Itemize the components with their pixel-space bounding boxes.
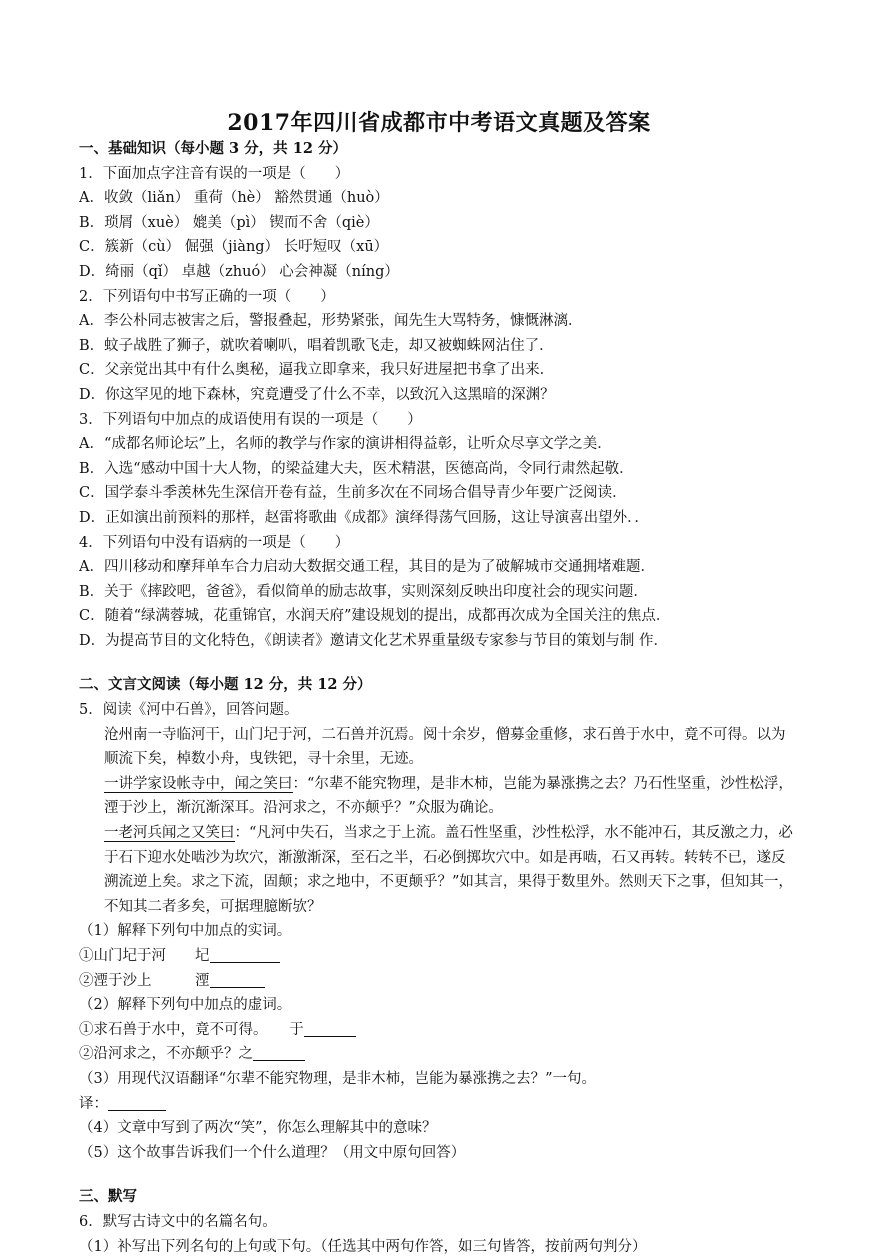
q6-stem: 6．默写古诗文中的名篇名句。 [79,1213,277,1230]
passage-text: 沧州南一寺临河干，山门圮于河，二石兽并沉焉。阅十余岁，僧募金重修，求石兽于水中，竟不可得。以为顺流下矣，棹数小舟，曳铁钯，寻十余里，无迹。 [104,726,786,768]
q5-sub3: （3）用现代汉语翻译“尔辈不能究物理，是非木柿，岂能为暴涨携之去？”一句。 [79,1070,597,1087]
q1-option-c: C．簇新（cù） 倔强（jiàng） 长吁短叹（xū） [79,239,389,256]
underlined-sentence: 一讲学家设帐寺中，闻之笑曰 [104,775,293,792]
answer-blank[interactable] [108,1094,166,1111]
q5-sub2: （2）解释下列句中加点的虚词。 [79,997,292,1014]
q5-sub1b [79,969,799,994]
passage-paragraph-3 [79,821,799,919]
q3-option-b: B．入选“感动中国十大人物，的梁益建大夫，医术精湛，医德高尚，令同行肃然起敬． [79,460,634,477]
passage-text: ：“尔辈不能究物理，是非木柿，岂能为暴涨携之去？乃石性坚重，沙性松浮，湮于沙上，渐沉渐深耳。沿河求之，不亦颠乎？”众服为确论。 [104,775,793,817]
spacer [79,1165,799,1185]
passage-text: ：“凡河中失石，当求之于上流。盖石性坚重，沙性松浮，水不能冲石，其反激之力，必于石下迎水处啮沙为坎穴，渐激渐深，至石之半，石必倒掷坎穴中。如是再啮，石又再转。转转不已，遂反溯流逆上矣。求之下流，固颠；求之地中，不更颠乎？”如其言，果得于数里外。然则天下之事，但知其一，不知其二者多矣，可据理臆断欤？ [104,825,793,915]
answer-blank[interactable] [210,971,265,988]
q2-option-d: D．你这罕见的地下森林，究竟遭受了什么不幸，以致沉入这黑暗的深渊？ [79,386,555,403]
q5-stem: 5．阅读《河中石兽》，回答问题。 [79,702,299,719]
passage-paragraph-2 [79,772,799,821]
answer-blank[interactable] [304,1020,356,1037]
q4-option-c: C．随着“绿满蓉城，花重锦官，水润天府”建设规划的提出，成都再次成为全国关注的焦点． [79,608,671,625]
q1-option-d: D．绮丽（qǐ） 卓越（zhuó） 心会神凝（níng） [79,263,399,280]
q2-option-a: A．李公朴同志被害之后，警报叠起，形势紧张，闻先生大骂特务，慷慨淋漓． [79,313,583,330]
q5-sub2b [79,1042,799,1067]
answer-label: 译： [79,1095,108,1112]
q5-sub2a [79,1018,799,1043]
q3-option-c: C．国学泰斗季羡林先生深信开卷有益，生前多次在不同场合倡导青少年要广泛阅读． [79,485,627,502]
exam-body [79,137,799,1259]
q3-stem: 3．下列语句中加点的成语使用有误的一项是（ ） [79,411,422,428]
answer-blank[interactable] [253,1044,305,1061]
q2-option-b: B．蚊子战胜了狮子，就吹着喇叭，唱着凯歌飞走，却又被蜘蛛网沾住了． [79,337,554,354]
q1-option-a: A．收敛（liǎn） 重荷（hè） 豁然贯通（huò） [79,190,389,207]
underlined-sentence: 一老河兵闻之又笑曰 [104,825,235,842]
passage-paragraph-1 [79,723,799,772]
q2-stem: 2．下列语句中书写正确的一项（ ） [79,288,335,305]
q5-sub1: （1）解释下列句中加点的实词。 [79,923,292,940]
section1-heading: 一、基础知识（每小题 3 分，共 12 分） [79,140,347,157]
section2-heading: 二、文言文阅读（每小题 12 分，共 12 分） [79,676,372,694]
q1-stem: 1．下面加点字注音有误的一项是（ ） [79,165,350,182]
q4-option-a: A．四川移动和摩拜单车合力启动大数据交通工程，其目的是为了破解城市交通拥堵难题． [79,559,655,576]
q5-sub3-answer [79,1092,799,1117]
answer-blank[interactable] [210,946,280,963]
q6-sub1: （1）补写出下列名句的上句或下句。（任选其中两句作答，如三句皆答，按前两句判分） [79,1238,647,1255]
q1-option-b: B．琐屑（xuè） 媲美（pì） 锲而不舍（qiè） [79,214,379,231]
q3-option-d: D．正如演出前预料的那样，赵雷将歌曲《成都》演绎得荡气回肠，这让导演喜出望外．． [79,509,649,526]
page-title: 2017年四川省成都市中考语文真题及答案 [227,110,651,136]
q5-sub5: （5）这个故事告诉我们一个什么道理？（用文中原句回答） [79,1144,466,1161]
question-text: ①求石兽于水中，竟不可得。 于 [79,1021,304,1038]
q4-stem: 4．下列语句中没有语病的一项是（ ） [79,534,350,551]
question-text: ①山门圮于河 圮 [79,948,210,964]
q4-option-d: D．为提高节目的文化特色，《朗读者》邀请文化艺术界重量级专家参与节目的策划与制 作． [79,632,668,649]
q3-option-a: A．“成都名师论坛”上，名师的教学与作家的演讲相得益彰，让听众尽享文学之美． [79,436,612,453]
question-text: ②湮于沙上 湮 [79,972,210,989]
q5-sub4: （4）文章中写到了两次“笑”，你怎么理解其中的意味？ [79,1120,437,1137]
q4-option-b: B．关于《摔跤吧，爸爸》，看似简单的励志故事，实则深刻反映出印度社会的现实问题． [79,583,648,600]
spacer [79,653,799,673]
section3-heading: 三、默写 [79,1188,137,1206]
question-text: ②沿河求之，不亦颠乎？之 [79,1046,253,1063]
q5-sub1a [79,944,799,969]
q2-option-c: C．父亲觉出其中有什么奥秘，逼我立即拿来，我只好进屋把书拿了出来． [79,362,555,379]
